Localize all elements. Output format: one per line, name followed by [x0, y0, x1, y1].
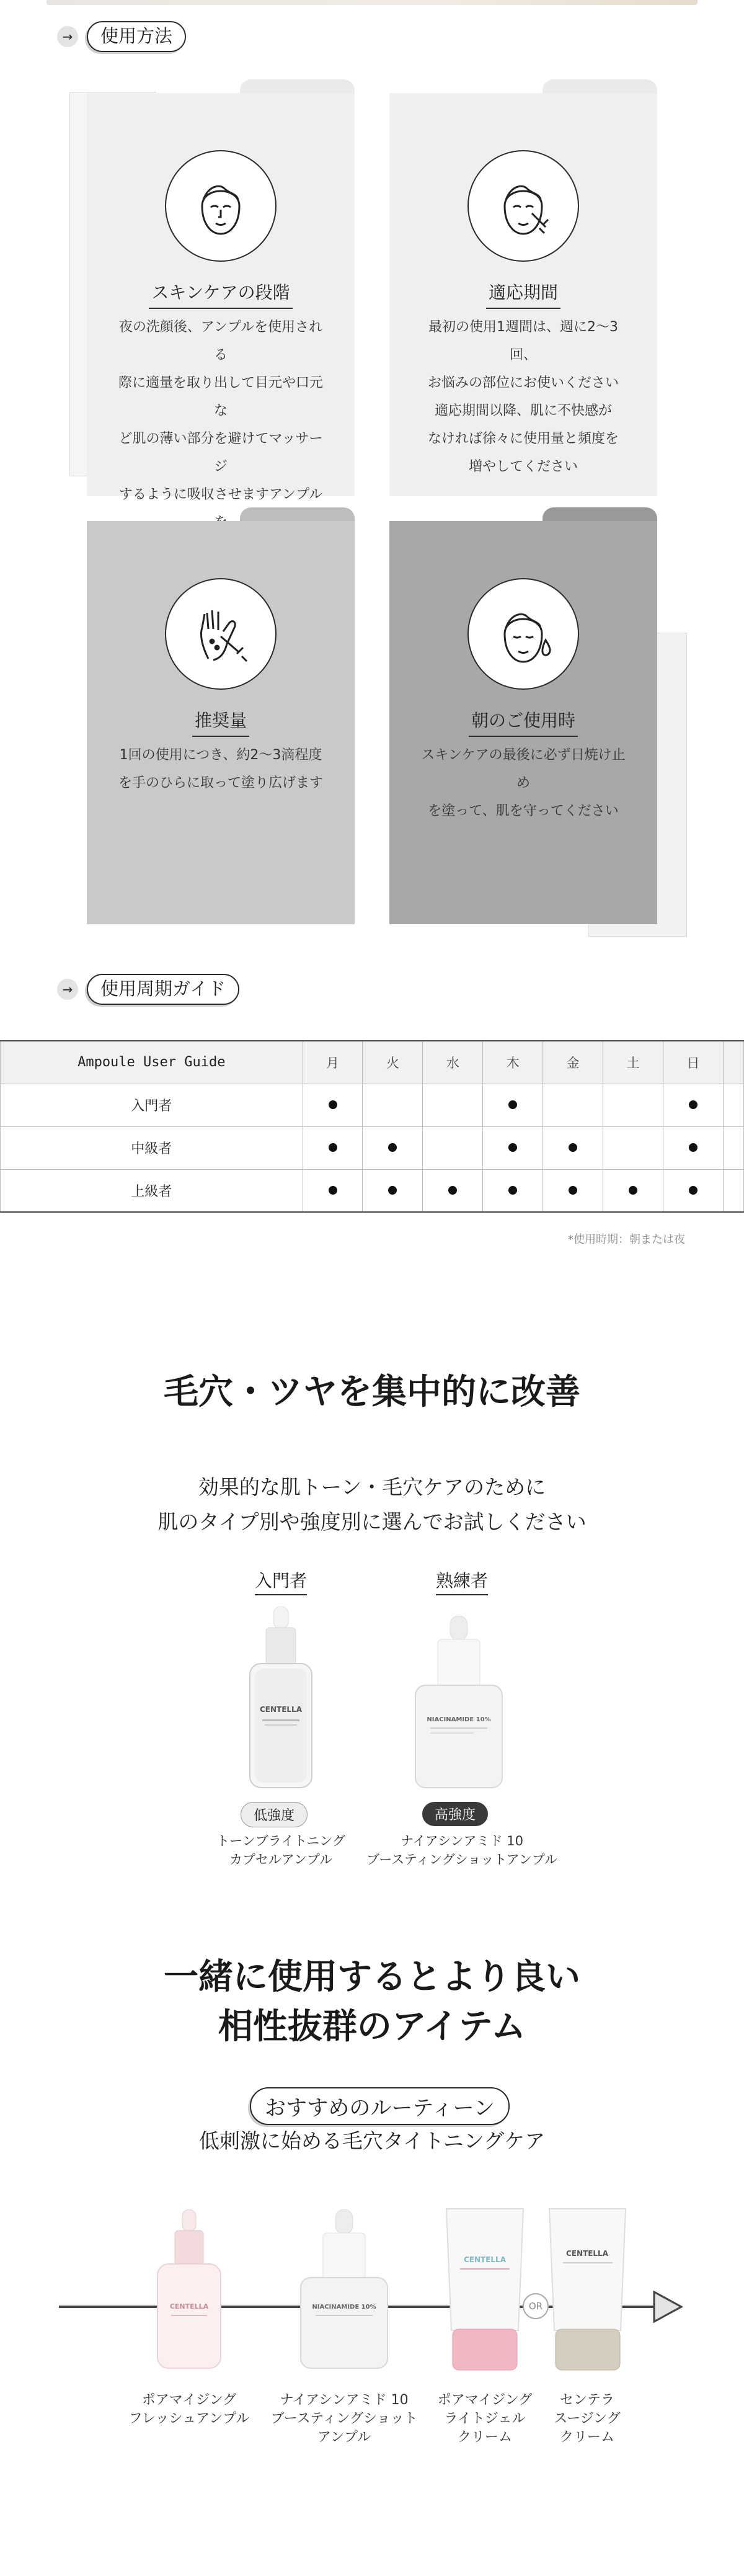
mark-cell	[603, 1126, 663, 1169]
mark-cell	[543, 1126, 603, 1169]
centella-soothing-cream-image	[546, 2206, 629, 2374]
card-title: 朝のご使用時	[389, 707, 657, 737]
product-name-niacinamide: ナイアシンアミド 10 ブースティングショットアンプル	[366, 1834, 558, 1867]
usage-card-skincare-step	[87, 93, 355, 502]
intensity-badge-high: 高強度	[422, 1802, 488, 1826]
mark-cell	[363, 1084, 423, 1126]
mark-cell	[543, 1169, 603, 1212]
routine-item-name-1: ポアマイジング フレッシュアンプル	[128, 2392, 250, 2427]
mark-cell	[603, 1169, 663, 1212]
niacinamide-ampoule-image	[409, 1616, 508, 1793]
mark-cell	[663, 1169, 724, 1212]
level-label-expert: 熟練者	[425, 1567, 499, 1592]
arrow-right-icon: →	[57, 979, 78, 1000]
level-label-beginner: 入門者	[244, 1567, 318, 1592]
usage-dot	[689, 1186, 698, 1195]
face-drop-icon	[467, 578, 579, 690]
mark-cell	[663, 1126, 724, 1169]
table-row	[1, 1126, 744, 1169]
usage-dot	[508, 1100, 517, 1109]
poremizing-light-gel-cream-image	[441, 2206, 528, 2374]
top-banner-edge	[46, 0, 698, 5]
or-divider: OR	[523, 2293, 549, 2319]
routine-item-name-3: ポアマイジング ライトジェル クリーム	[437, 2392, 533, 2445]
card-description: 夜の洗顔後、アンプルを使用される 際に適量を取り出して目元や口元な ど肌の薄い部分を避けてマッサージ するように吸収させますアンプル	[118, 319, 323, 502]
pairing-title: 一緒に使用するとより良い 相性抜群のアイテム	[164, 1957, 580, 2047]
cycle-heading	[57, 974, 239, 1005]
tone-brightening-ampoule-image	[237, 1607, 324, 1793]
routine-item-name-4: センテラ スージング クリーム	[554, 2392, 621, 2445]
svg-text:CENTELLA: CENTELLA	[463, 2255, 507, 2264]
product-name-tone-brightening: トーンブライトニング カプセルアンプル	[216, 1834, 345, 1867]
routine-subtitle: 低刺激に始める毛穴タイトニングケア	[198, 2129, 546, 2153]
day-thu: 木	[483, 1041, 543, 1084]
level-label: 入門者	[1, 1084, 303, 1126]
level-label: 中級者	[1, 1126, 303, 1169]
usage-dot	[508, 1186, 517, 1195]
day-tue: 火	[363, 1041, 423, 1084]
usage-dot	[508, 1143, 517, 1152]
usage-dot	[629, 1186, 637, 1195]
poremizing-fresh-ampoule-image	[149, 2209, 229, 2371]
routine-item-name-2: ナイアシンアミド 10 ブースティングショット アンプル	[270, 2392, 418, 2445]
usage-dot	[569, 1186, 577, 1195]
table-row	[1, 1084, 744, 1126]
table-tail-cell	[723, 1084, 743, 1126]
routine-arrow-head-icon	[653, 2291, 684, 2325]
mark-cell	[483, 1126, 543, 1169]
intensity-badge-low: 低強度	[241, 1802, 308, 1827]
hand-dropper-icon	[165, 578, 277, 690]
mark-cell	[303, 1126, 363, 1169]
mark-cell	[303, 1084, 363, 1126]
mark-cell	[423, 1126, 483, 1169]
day-wed: 水	[423, 1041, 483, 1084]
usage-card-morning-use	[389, 521, 657, 924]
usage-card-adaptation-period	[389, 93, 657, 496]
day-sat: 土	[603, 1041, 663, 1084]
niacinamide-boosting-shot-image	[294, 2209, 394, 2371]
svg-text:NIACINAMIDE 10%: NIACINAMIDE 10%	[427, 1716, 491, 1723]
mark-cell	[423, 1169, 483, 1212]
day-mon: 月	[303, 1041, 363, 1084]
table-header-row	[1, 1041, 744, 1084]
usage-card-recommended-amount	[87, 521, 355, 924]
mark-cell	[363, 1169, 423, 1212]
usage-dot	[329, 1100, 337, 1109]
mark-cell	[483, 1169, 543, 1212]
level-label: 上級者	[1, 1169, 303, 1212]
usage-cycle-table	[0, 1040, 744, 1213]
usage-dot	[689, 1100, 698, 1109]
usage-dot	[388, 1186, 397, 1195]
usage-dot	[448, 1186, 457, 1195]
table-tail-cell	[723, 1126, 743, 1169]
card-description: 最初の使用1週間は、週に2〜3回、 お悩みの部位にお使いください 適応期間以降、肌に不快感が なければ徐々に使用量と頻度を 増やしてください	[427, 319, 619, 475]
usage-heading	[57, 21, 186, 52]
card-description: スキンケアの最後に必ず日焼け止め を塗って、肌を守ってください	[421, 747, 626, 819]
usage-dot	[329, 1143, 337, 1152]
mark-cell	[483, 1084, 543, 1126]
card-title: 適応期間	[389, 279, 657, 309]
usage-dot	[689, 1143, 698, 1152]
usage-dot	[329, 1186, 337, 1195]
table-tail-cell	[723, 1041, 743, 1084]
mark-cell	[603, 1084, 663, 1126]
table-title: Ampoule User Guide	[1, 1041, 303, 1084]
table-tail-cell	[723, 1169, 743, 1212]
svg-text:CENTELLA: CENTELLA	[169, 2302, 209, 2311]
svg-text:CENTELLA: CENTELLA	[259, 1705, 303, 1714]
mark-cell	[543, 1084, 603, 1126]
card-title: スキンケアの段階	[87, 279, 355, 309]
usage-dot	[388, 1143, 397, 1152]
svg-text:CENTELLA: CENTELLA	[565, 2249, 609, 2258]
svg-text:NIACINAMIDE 10%: NIACINAMIDE 10%	[312, 2304, 376, 2311]
routine-label: おすすめのルーティーン	[250, 2087, 510, 2125]
usage-heading-label: 使用方法	[87, 21, 186, 52]
pores-title: 毛穴・ツヤを集中的に改善	[164, 1372, 580, 1412]
cycle-heading-label: 使用周期ガイド	[87, 974, 239, 1005]
pores-subtitle: 効果的な肌トーン・毛穴ケアのために 肌のタイプ別や強度別に選んでお試しください	[157, 1475, 587, 1534]
mark-cell	[663, 1084, 724, 1126]
usage-time-note: *使用時期：朝または夜	[568, 1233, 685, 1246]
card-title: 推奨量	[87, 707, 355, 737]
card-description: 1回の使用につき、約2〜3滴程度 を手のひらに取って塗り広げます	[118, 747, 323, 791]
usage-dot	[569, 1143, 577, 1152]
arrow-right-icon: →	[57, 26, 78, 47]
table-row	[1, 1169, 744, 1212]
mark-cell	[423, 1084, 483, 1126]
mark-cell	[363, 1126, 423, 1169]
day-fri: 金	[543, 1041, 603, 1084]
mark-cell	[303, 1169, 363, 1212]
day-sun: 日	[663, 1041, 724, 1084]
face-icon	[165, 150, 277, 262]
face-dropper-icon	[467, 150, 579, 262]
